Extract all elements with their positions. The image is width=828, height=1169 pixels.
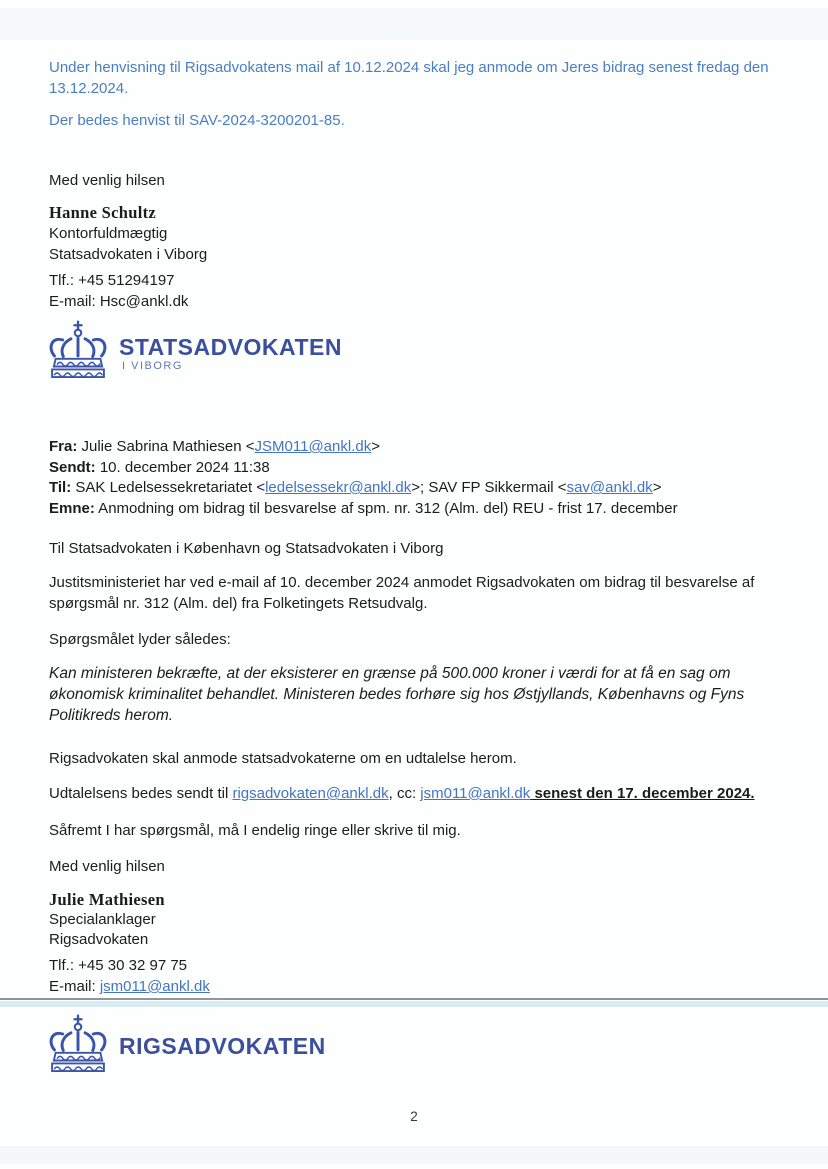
sender-email-link-2: jsm011@ankl.dk: [99, 978, 210, 995]
jsm011-email-link: jsm011@ankl.dk: [420, 785, 531, 802]
sender-email-line-2: [49, 976, 786, 997]
to-email-link-1: ledelsessekr@ankl.dk: [265, 479, 412, 496]
send-text-pre: Udtalelsens bedes sendt til: [49, 785, 233, 802]
separator-highlight-band: [0, 1001, 828, 1007]
to-label: Til:: [49, 479, 72, 496]
sender-phone-1: Tlf.: +45 51294197: [49, 272, 175, 289]
sender-title-1: Kontorfuldmægtig: [49, 225, 168, 242]
footer-separator: [0, 998, 828, 1007]
to-email-link-2: sav@ankl.dk: [566, 479, 653, 496]
body-paragraph-1: Justitsministeriet har ved e-mail af 10. december 2024 anmodet Rigsadvokaten om bidrag til besvarelse af spørgsmål nr. 312 (Alm. del) fra Folketingets Retsudvalg.: [49, 574, 755, 612]
case-reference: Der bedes henvist til SAV-2024-3200201-85.: [49, 112, 345, 129]
statsadvokaten-logo-text: [119, 335, 342, 372]
logo-viborg-label: I VIBORG: [122, 360, 183, 372]
sender-email-address-1: Hsc@ankl.dk: [99, 293, 189, 310]
subject-value: Anmodning om bidrag til besvarelse af spm. nr. 312 (Alm. del) REU - frist 17. december: [94, 499, 678, 517]
send-text-mid: , cc:: [388, 785, 421, 802]
sender-title-2: Specialanklager: [49, 911, 156, 928]
to-recipient-1: SAK Ledelsessekretariatet <: [71, 479, 266, 496]
sent-value: 10. december 2024 11:38: [95, 458, 270, 476]
page-number: 2: [410, 1109, 418, 1124]
from-name: Julie Sabrina Mathiesen <: [77, 438, 255, 455]
sender-name-2: Julie Mathiesen: [49, 890, 165, 909]
email-subject-line: [49, 499, 786, 520]
sender-org-1: Statsadvokaten i Viborg: [49, 246, 208, 263]
crown-icon: [45, 319, 111, 381]
email-label-2: E-mail:: [49, 978, 100, 995]
email-sent-line: [49, 458, 786, 479]
email-to-line: [49, 478, 786, 499]
from-email-link: JSM011@ankl.dk: [254, 438, 372, 455]
from-bracket: >: [371, 438, 380, 455]
to-recipient-2: >; SAV FP Sikkermail <: [411, 479, 567, 496]
statsadvokaten-viborg-logo: [45, 319, 786, 385]
separator-line: [0, 998, 828, 1000]
deadline-text: senest den 17. december 2024.: [530, 785, 755, 802]
quoted-question: Kan ministeren bekræfte, at der eksisterer en grænse på 500.000 kroner i værdi for at få en sag om økonomisk kriminalitet behandlet. Ministeren bedes forhøre sig hos Østjyllands, Københavns og Fyns Politikreds herom.: [49, 665, 745, 724]
to-bracket: >: [652, 479, 662, 496]
closing-greeting-1: Med venlig hilsen: [49, 172, 165, 189]
sender-org-2: Rigsadvokaten: [49, 931, 149, 948]
subject-label: Emne:: [49, 499, 95, 517]
email-label-1: E-mail:: [49, 293, 100, 310]
sent-label: Sendt:: [49, 458, 96, 476]
body-paragraph-4: Såfremt I har spørgsmål, må I endelig ringe eller skrive til mig.: [49, 822, 461, 839]
closing-greeting-2: Med venlig hilsen: [49, 858, 165, 875]
sender-email-line-1: [49, 291, 786, 312]
send-instruction-line: [49, 783, 786, 804]
rigsadvokaten-email-link: rigsadvokaten@ankl.dk: [232, 785, 389, 802]
email-header-block: [49, 437, 786, 519]
body-paragraph-3: Rigsadvokaten skal anmode statsadvokaterne om en udtalelse herom.: [49, 750, 517, 767]
reply-note: Under henvisning til Rigsadvokatens mail af 10.12.2024 skal jeg anmode om Jeres bidrag senest fredag den 13.12.2024.: [49, 59, 769, 97]
rigsadvokaten-logo-text: [119, 1034, 326, 1058]
email-from-line: [49, 437, 786, 458]
rigsadvokaten-logo: [45, 1013, 786, 1077]
logo-rigsadvokaten-label: RIGSADVOKATEN: [119, 1033, 326, 1059]
from-label: Fra:: [49, 438, 78, 455]
body-salutation: Til Statsadvokaten i København og Statsadvokaten i Viborg: [49, 540, 444, 557]
body-paragraph-2: Spørgsmålet lyder således:: [49, 631, 231, 648]
sender-phone-2: Tlf.: +45 30 32 97 75: [49, 957, 188, 974]
sender-name-1: Hanne Schultz: [49, 203, 157, 222]
crown-icon: [45, 1013, 111, 1075]
logo-statsadvokaten-label: STATSADVOKATEN: [119, 334, 342, 360]
